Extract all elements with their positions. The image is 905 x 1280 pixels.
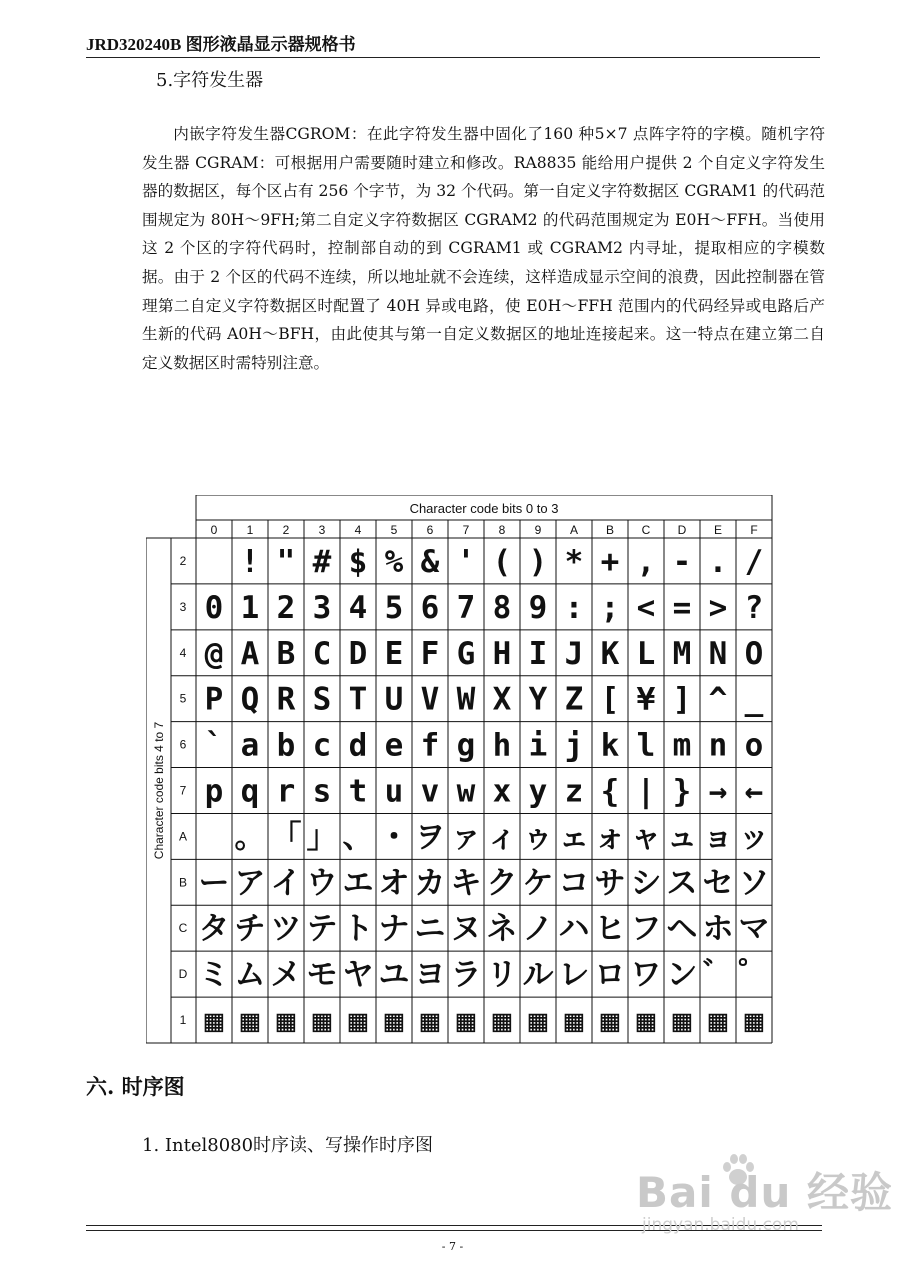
row-header: 2 [179,553,187,568]
character-glyph: R [276,681,296,718]
character-glyph: ヌ [450,911,482,948]
character-glyph: 」 [306,819,338,856]
character-glyph: ケ [522,865,554,902]
character-glyph: L [636,635,656,672]
row-header: C [178,921,188,936]
character-glyph: ? [744,589,764,626]
character-glyph: ワ [630,957,662,994]
character-glyph: H [492,635,512,672]
row-header: 6 [179,737,187,752]
column-header: 7 [462,523,470,537]
character-glyph: 「 [270,819,302,856]
column-header: D [677,523,687,537]
character-glyph: r [276,773,296,810]
row-header: 3 [179,599,187,614]
character-glyph: k [600,727,620,764]
character-glyph: ー [198,865,230,902]
character-glyph: ^ [708,681,728,718]
character-glyph: ゛ [702,957,734,994]
character-glyph: ッ [738,819,770,856]
character-glyph: i [528,727,548,764]
character-glyph: ゜ [738,957,770,994]
character-glyph: } [672,773,692,810]
character-glyph: A [240,635,260,672]
character-glyph: I [528,635,548,672]
character-glyph: u [384,773,404,810]
character-glyph: o [744,727,764,764]
character-glyph: E [384,635,404,672]
character-glyph: ソ [738,865,770,902]
character-glyph: G [456,635,476,672]
chart-title: Character code bits 0 to 3 [409,501,559,516]
character-glyph: K [600,635,620,672]
character-glyph: B [276,635,296,672]
watermark-brand: Bai du 经验 [636,1168,893,1217]
character-glyph: b [276,727,296,764]
character-glyph: モ [306,957,338,994]
character-glyph: ィ [486,819,518,856]
character-glyph: ▦ [240,1003,260,1040]
row-header: 4 [179,645,187,660]
character-glyph: ロ [594,957,626,994]
character-glyph: ネ [486,911,518,948]
character-glyph: " [276,543,296,580]
character-glyph: 9 [528,589,548,626]
row-header: D [178,967,188,982]
character-glyph: = [672,589,692,626]
character-glyph: ¥ [636,681,656,718]
character-glyph: D [348,635,368,672]
character-glyph: ▦ [420,1003,440,1040]
column-header: 6 [426,523,434,537]
section-6-heading: 六. 时序图 [86,1074,185,1099]
character-glyph: レ [558,957,590,994]
character-glyph: ▦ [672,1003,692,1040]
row-axis-label: Character code bits 4 to 7 [152,721,166,860]
character-glyph: ヲ [414,819,446,856]
character-glyph: > [708,589,728,626]
character-glyph: [ [600,681,620,718]
character-glyph: e [384,727,404,764]
character-glyph: テ [306,911,338,948]
character-glyph: ▦ [348,1003,368,1040]
column-header: F [750,523,758,537]
column-header: 1 [246,523,254,537]
character-glyph: _ [744,681,764,718]
character-glyph: キ [450,865,482,902]
character-glyph: l [636,727,656,764]
character-glyph: ヨ [414,957,446,994]
character-glyph: → [708,773,728,810]
character-glyph: W [456,681,476,718]
page-number: - 7 - [441,1240,464,1253]
character-glyph: - [672,543,692,580]
character-glyph: c [312,727,332,764]
character-glyph: Q [240,681,260,718]
character-glyph: フ [630,911,662,948]
column-header: 5 [390,523,398,537]
column-header: 9 [534,523,542,537]
column-header: C [641,523,651,537]
character-glyph: ォ [594,819,626,856]
character-glyph: n [708,727,728,764]
cgrom-paragraph: 内嵌字符发生器CGROM：在此字符发生器中固化了160 种5×7 点阵字符的字模。随机字符发生器 CGRAM：可根据用户需要随时建立和修改。RA8835 能给用户提供 2 个自定义字符发生器的数据区，每个区占有 256 个字节，为 32 个代码。第一自定义字符数据区 CGRAM1 的代码范围规定为 80H～9FH;第二自定义字符数据区 CGRAM2 的代码范围规定为 E0H～FFH。当使用这 2 个区的字符代码时，控制部自动的到 CGRAM1 或 CGRAM2 内寻址，提取相应的字模数据。由于 2 个区的代码不连续，所以地址就不会连续，这样造成显示空间的浪费，因此控制器在管理第二自定义字符数据区时配置了 40H 异或电路，使 E0H～FFH 范围内的代码经异或电路后产生新的代码 A0H～BFH，由此使其与第一自定义数据区的地址连接起来。这一特点在建立第二自定义数据区时需特别注意。 [142,125,825,372]
column-header: 0 [210,523,218,537]
character-glyph: h [492,727,512,764]
character-glyph: 5 [384,589,404,626]
character-glyph: ホ [702,911,734,948]
character-glyph: F [420,635,440,672]
column-header: A [569,523,579,537]
character-glyph: ] [672,681,692,718]
character-glyph: ▦ [636,1003,656,1040]
character-glyph: 0 [204,589,224,626]
character-glyph: ▦ [492,1003,512,1040]
character-glyph: ← [744,773,764,810]
character-glyph: m [672,727,692,764]
character-glyph: z [564,773,584,810]
character-glyph: P [204,681,224,718]
row-header: B [178,875,188,890]
character-glyph: 。 [234,819,266,856]
character-glyph: : [564,589,584,626]
character-glyph: エ [342,865,374,902]
character-glyph: ▦ [708,1003,728,1040]
character-glyph: & [420,543,440,580]
character-glyph: Z [564,681,584,718]
character-glyph: オ [378,865,410,902]
character-glyph: コ [558,865,590,902]
character-glyph: f [420,727,440,764]
column-header: 4 [354,523,362,537]
character-glyph: v [420,773,440,810]
character-glyph: イ [270,865,302,902]
character-glyph: ル [522,957,554,994]
character-glyph: @ [204,635,224,672]
character-glyph: . [708,543,728,580]
character-glyph: ! [240,543,260,580]
character-glyph: J [564,635,584,672]
section-5-heading: 5.字符发生器 [156,70,264,91]
section-6-1-heading: 1. Intel8080时序读、写操作时序图 [142,1135,434,1156]
character-glyph: ス [666,865,698,902]
character-glyph: y [528,773,548,810]
character-glyph: ツ [270,911,302,948]
character-glyph: ▦ [456,1003,476,1040]
column-header: 8 [498,523,506,537]
character-glyph: V [420,681,440,718]
character-glyph: ) [528,543,548,580]
column-header: 2 [282,523,290,537]
character-glyph: マ [738,911,770,948]
character-glyph: タ [198,911,230,948]
character-glyph: q [240,773,260,810]
character-glyph: g [456,727,476,764]
character-glyph: ク [486,865,518,902]
character-glyph: ェ [558,819,590,856]
character-glyph: ャ [630,819,662,856]
column-header: 3 [318,523,326,537]
character-glyph: ▦ [564,1003,584,1040]
row-header: 5 [179,691,187,706]
character-glyph: a [240,727,260,764]
character-glyph: ヘ [666,911,698,948]
character-glyph: p [204,773,224,810]
character-glyph: ン [666,957,698,994]
character-glyph: { [600,773,620,810]
character-glyph: ▦ [528,1003,548,1040]
character-glyph: S [312,681,332,718]
character-glyph: C [312,635,332,672]
character-glyph: ァ [450,819,482,856]
character-glyph: s [312,773,332,810]
character-glyph: ▦ [384,1003,404,1040]
character-glyph: サ [594,865,626,902]
column-header: E [713,523,723,537]
character-glyph: x [492,773,512,810]
character-glyph: ・ [378,819,410,856]
character-glyph: Y [528,681,548,718]
character-glyph: O [744,635,764,672]
row-header: 7 [179,783,187,798]
character-glyph: < [636,589,656,626]
character-glyph: ▦ [312,1003,332,1040]
character-glyph: 1 [240,589,260,626]
column-header: B [605,523,615,537]
character-glyph: t [348,773,368,810]
character-glyph: 8 [492,589,512,626]
character-glyph: ョ [702,819,734,856]
character-glyph: シ [630,865,662,902]
character-glyph: 4 [348,589,368,626]
character-glyph: ノ [522,911,554,948]
character-glyph: 3 [312,589,332,626]
watermark-url: jingyan.baidu.com [642,1215,799,1235]
character-glyph: ゥ [522,819,554,856]
character-glyph: ナ [378,911,410,948]
character-glyph: T [348,681,368,718]
character-glyph: M [672,635,692,672]
character-glyph: ニ [414,911,446,948]
character-glyph: メ [270,957,302,994]
character-glyph: | [636,773,656,810]
character-glyph: ▦ [204,1003,224,1040]
character-glyph: ヤ [342,957,374,994]
character-glyph: ▦ [276,1003,296,1040]
character-glyph: % [384,543,404,580]
character-glyph: ` [204,727,224,764]
character-glyph: ヒ [594,911,626,948]
character-glyph: w [456,773,476,810]
character-glyph: 2 [276,589,296,626]
character-glyph: 7 [456,589,476,626]
header-divider [86,57,820,58]
character-glyph: + [600,543,620,580]
character-glyph: / [744,543,764,580]
character-glyph: ▦ [744,1003,764,1040]
character-glyph: ア [234,865,266,902]
character-glyph: d [348,727,368,764]
character-glyph: ハ [558,911,590,948]
character-glyph: ; [600,589,620,626]
document-header-title: JRD320240B 图形液晶显示器规格书 [86,35,356,54]
character-glyph: N [708,635,728,672]
character-glyph: X [492,681,512,718]
character-glyph: ム [234,957,266,994]
character-glyph: チ [234,911,266,948]
character-code-table [146,495,778,1045]
character-glyph: j [564,727,584,764]
character-glyph: # [312,543,332,580]
row-header: A [178,829,188,844]
character-glyph: U [384,681,404,718]
character-glyph: ト [342,911,374,948]
character-glyph: ' [456,543,476,580]
character-glyph: ▦ [600,1003,620,1040]
character-glyph: ュ [666,819,698,856]
character-glyph: 6 [420,589,440,626]
character-glyph: ミ [198,957,230,994]
character-glyph: カ [414,865,446,902]
row-header: 1 [179,1013,187,1028]
character-glyph: ( [492,543,512,580]
character-glyph: リ [486,957,518,994]
character-glyph: ウ [306,865,338,902]
character-glyph: , [636,543,656,580]
character-glyph: 、 [342,819,374,856]
character-glyph: セ [702,865,734,902]
character-glyph: * [564,543,584,580]
character-glyph: ユ [378,957,410,994]
character-glyph: $ [348,543,368,580]
character-glyph: ラ [450,957,482,994]
